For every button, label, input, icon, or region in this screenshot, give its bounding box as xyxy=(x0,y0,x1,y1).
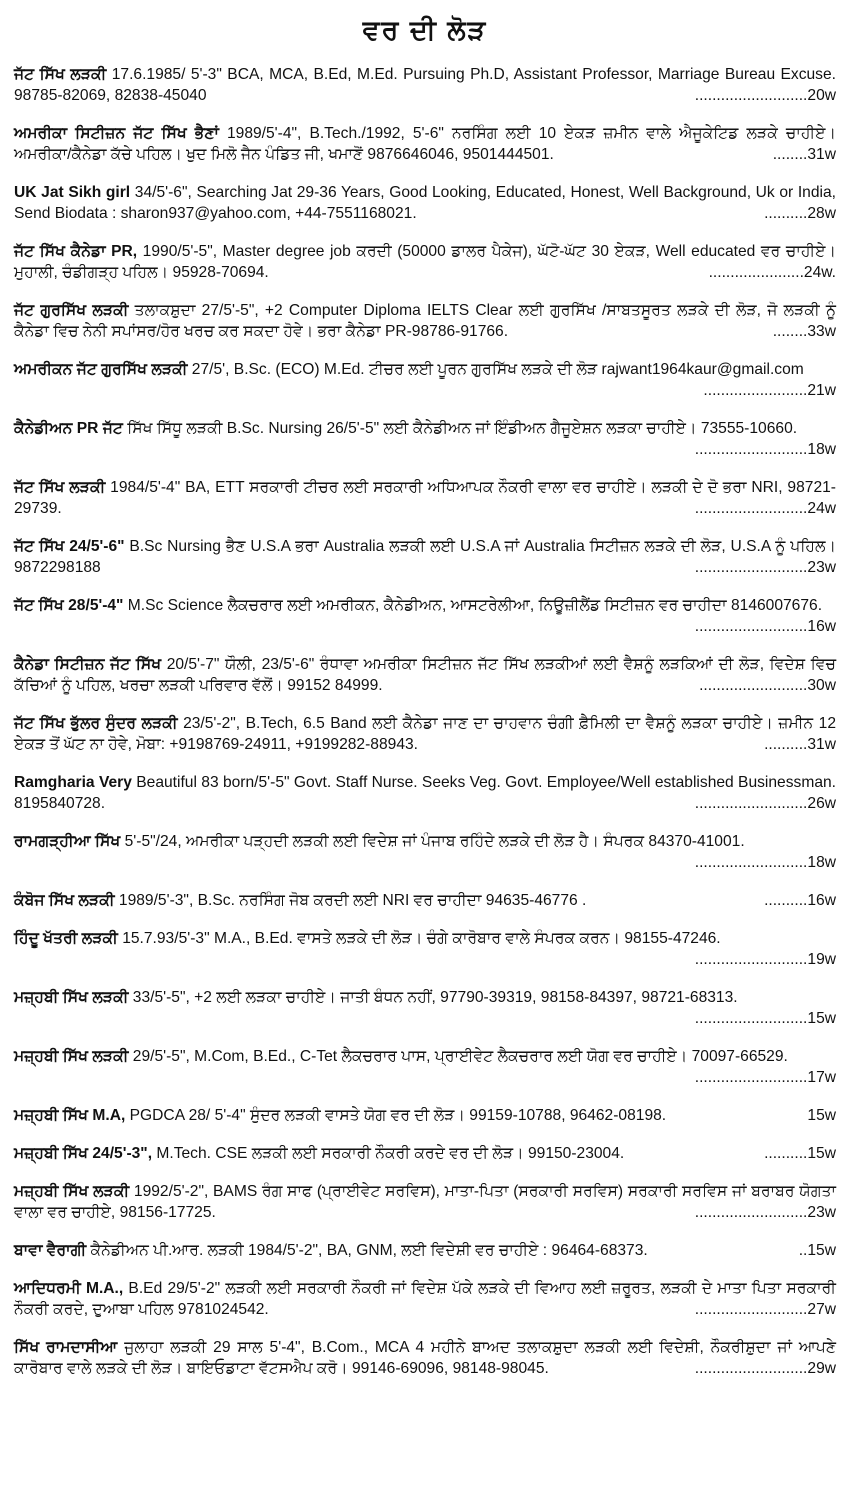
classified-ad xyxy=(14,300,836,342)
ad-body: B.Sc Nursing ਭੈਣ U.S.A ਭਰਾ Australia ਲੜਕੀ ਲਈ U.S.A ਜਾਂ Australia ਸਿਟੀਜ਼ਨ ਲੜਕੇ ਦੀ ਲੋੜ, U.S.A ਨੂੰ ਪਹਿਲ। 9872298188 xyxy=(14,538,836,576)
ad-word-count: ..........................29w xyxy=(694,1360,836,1377)
ad-body: M.Sc Science ਲੈਕਚਰਾਰ ਲਈ ਅਮਰੀਕਨ, ਕੈਨੇਡੀਅਨ, ਆਸਟਰੇਲੀਆ, ਨਿਊਜ਼ੀਲੈਂਡ ਸਿਟੀਜ਼ਨ ਵਰ ਚਾਹੀਦਾ 8146007676. xyxy=(123,597,823,614)
ad-word-count: ..........................15w xyxy=(694,1010,836,1027)
ad-word-count: ..........................23w xyxy=(694,1204,836,1221)
classified-ad xyxy=(14,1240,836,1261)
ad-word-count: ........................21w xyxy=(703,382,836,399)
ad-word-count: ..........31w xyxy=(764,736,836,753)
ad-heading: ਹਿੰਦੂ ਖੱਤਰੀ ਲੜਕੀ xyxy=(14,930,118,947)
ad-heading: ਆਦਿਧਰਮੀ M.A., xyxy=(14,1280,124,1297)
ad-word-count: ..........28w xyxy=(764,205,836,222)
classified-ad xyxy=(14,928,836,970)
page-title: ਵਰ ਦੀ ਲੋੜ xyxy=(362,15,488,45)
ad-heading: ਜੱਟ ਸਿੱਖ ਲੜਕੀ xyxy=(14,66,107,83)
classified-ad xyxy=(14,477,836,519)
ad-body: 1989/5'-3", B.Sc. ਨਰਸਿੰਗ ਜੋਬ ਕਰਦੀ ਲਈ NRI ਵਰ ਚਾਹੀਦਾ 94635-46776 . xyxy=(114,892,587,909)
ad-body: Beautiful 83 born/5'-5" Govt. Staff Nurse. Seeks Veg. Govt. Employee/Well established Businessman. 8195840728. xyxy=(14,774,836,812)
classified-ad xyxy=(14,987,836,1029)
ad-word-count: ..........................27w xyxy=(694,1301,836,1318)
ad-body: 15.7.93/5'-3" M.A., B.Ed. ਵਾਸਤੇ ਲੜਕੇ ਦੀ ਲੋੜ। ਚੰਗੇ ਕਾਰੋਬਾਰ ਵਾਲੇ ਸੰਪਰਕ ਕਰਨ। 98155-47246. xyxy=(117,930,721,947)
ad-body: 27/5', B.Sc. (ECO) M.Ed. ਟੀਚਰ ਲਈ ਪੂਰਨ ਗੁਰਸਿੱਖ ਲੜਕੇ ਦੀ ਲੋੜ rajwant1964kaur@gmail.com xyxy=(187,361,804,378)
ad-body: 5'-5"/24, ਅਮਰੀਕਾ ਪੜ੍ਹਦੀ ਲੜਕੀ ਲਈ ਵਿਦੇਸ਼ ਜਾਂ ਪੰਜਾਬ ਰਹਿੰਦੇ ਲੜਕੇ ਦੀ ਲੋੜ ਹੈ। ਸੰਪਰਕ 84370-41001. xyxy=(120,833,745,850)
classified-ad xyxy=(14,123,836,165)
ad-body: 17.6.1985/ 5'-3" BCA, MCA, B.Ed, M.Ed. Pursuing Ph.D, Assistant Professor, Marriage Bureau Excuse. 98785-82069, 82838-45040 xyxy=(14,66,836,104)
classified-ad xyxy=(14,182,836,224)
ad-body: 34/5'-6", Searching Jat 29-36 Years, Good Looking, Educated, Honest, Well Background, Uk or India, Send Biodata : sharon937@yahoo.com, +44-7551168021. xyxy=(14,184,836,222)
ad-heading: ਮਜ਼੍ਹਬੀ ਸਿੱਖ ਲੜਕੀ xyxy=(14,1048,129,1065)
ad-heading: ਕੈਨੇਡੀਅਨ PR ਜੱਟ xyxy=(14,420,123,437)
ad-heading: ਮਜ਼੍ਹਬੀ ਸਿੱਖ M.A, xyxy=(14,1107,126,1124)
classified-ad xyxy=(14,1278,836,1320)
ad-word-count: ..........15w xyxy=(764,1145,836,1162)
classified-ad xyxy=(14,772,836,814)
ad-word-count: ..........................19w xyxy=(694,951,836,968)
ad-body: ਕੈਨੇਡੀਅਨ ਪੀ.ਆਰ. ਲੜਕੀ 1984/5'-2", BA, GNM, ਲਈ ਵਿਦੇਸ਼ੀ ਵਰ ਚਾਹੀਏ : 96464-68373. xyxy=(86,1242,648,1259)
ad-word-count: ..........................18w xyxy=(694,441,836,458)
ad-body: 29/5'-5", M.Com, B.Ed., C-Tet ਲੈਕਚਰਾਰ ਪਾਸ, ਪ੍ਰਾਈਵੇਟ ਲੈਕਚਰਾਰ ਲਈ ਯੋਗ ਵਰ ਚਾਹੀਏ। 70097-66529. xyxy=(128,1048,788,1065)
ad-heading: UK Jat Sikh girl xyxy=(14,184,131,201)
ad-word-count: ......................24w. xyxy=(708,264,836,281)
classified-ad xyxy=(14,1105,836,1126)
classified-ad xyxy=(14,1143,836,1164)
ad-heading: ਕੈਨੇਡਾ ਸਿਟੀਜ਼ਨ ਜੱਟ ਸਿੱਖ xyxy=(14,656,162,673)
classified-ad xyxy=(14,418,836,460)
ad-heading: ਸਿੱਖ ਰਾਮਦਾਸੀਆ xyxy=(14,1339,118,1356)
classified-ad xyxy=(14,1181,836,1223)
ad-word-count: ..........................24w xyxy=(694,500,836,517)
ad-word-count: ..15w xyxy=(798,1242,836,1259)
ad-word-count: ..........................17w xyxy=(694,1069,836,1086)
ad-body: ਸਿੱਖ ਸਿੱਧੂ ਲੜਕੀ B.Sc. Nursing 26/5'-5" ਲਈ ਕੈਨੇਡੀਅਨ ਜਾਂ ਇੰਡੀਅਨ ਗੈਜੂਏਸ਼ਨ ਲੜਕਾ ਚਾਹੀਏ। 73555-10660. xyxy=(122,420,798,437)
classified-ad xyxy=(14,64,836,106)
classified-ad xyxy=(14,359,836,401)
ad-word-count: ..........................16w xyxy=(694,618,836,635)
ad-body: 33/5'-5", +2 ਲਈ ਲੜਕਾ ਚਾਹੀਏ। ਜਾਤੀ ਬੰਧਨ ਨਹੀਂ, 97790-39319, 98158-84397, 98721-68313. xyxy=(128,989,738,1006)
ad-body: 1989/5'-4", B.Tech./1992, 5'-6" ਨਰਸਿੰਗ ਲਈ 10 ਏਕੜ ਜ਼ਮੀਨ ਵਾਲੇ ਐਜੂਕੇਟਿਡ ਲੜਕੇ ਚਾਹੀਏ। ਅਮਰੀਕਾ/ਕੈਨੇਡਾ ਕੱਚੇ ਪਹਿਲ। ਖੁਦ ਮਿਲੋ ਜੈਨ ਪੰਡਿਤ ਜੀ, ਖਮਾਣੋਂ 9876646046, 9501444501. xyxy=(14,125,837,163)
ad-word-count: ..........................20w xyxy=(694,87,836,104)
ad-heading: ਜੱਟ ਸਿੱਖ ਕੈਨੇਡਾ PR, xyxy=(14,243,138,260)
ad-body: 23/5'-2", B.Tech, 6.5 Band ਲਈ ਕੈਨੇਡਾ ਜਾਣ ਦਾ ਚਾਹਵਾਨ ਚੰਗੀ ਫ਼ੈਮਿਲੀ ਦਾ ਵੈਸ਼ਨੂੰ ਲੜਕਾ ਚਾਹੀਏ। ਜ਼ਮੀਨ 12 ਏਕੜ ਤੋਂ ਘੱਟ ਨਾ ਹੋਵੇ, ਮੋਬਾ: +9198769-24911, +9199282-88943. xyxy=(14,715,836,753)
ad-heading: ਜੱਟ ਸਿੱਖ 24/5'-6" xyxy=(14,538,125,555)
ad-body: ਤਲਾਕਸ਼ੁਦਾ 27/5'-5", +2 Computer Diploma IELTS Clear ਲਈ ਗੁਰਸਿੱਖ /ਸਾਬਤਸੂਰਤ ਲੜਕੇ ਦੀ ਲੋੜ, ਜੋ ਲੜਕੀ ਨੂੰ ਕੈਨੇਡਾ ਵਿਚ ਨੇਨੀ ਸਪਾਂਸਰ/ਹੋਰ ਖਰਚ ਕਰ ਸਕਦਾ ਹੋਵੇ। ਭਰਾ ਕੈਨੇਡਾ PR-98786-91766. xyxy=(14,302,836,340)
ad-heading: ਜੱਟ ਸਿੱਖ ਲੜਕੀ xyxy=(14,479,106,496)
classified-ad xyxy=(14,536,836,578)
ad-word-count: ..........................18w xyxy=(694,854,836,871)
ad-heading: ਜੱਟ ਗੁਰਸਿੱਖ ਲੜਕੀ xyxy=(14,302,129,319)
ad-body: 20/5'-7" ਯੌਲੀ, 23/5'-6" ਰੰਧਾਵਾ ਅਮਰੀਕਾ ਸਿਟੀਜ਼ਨ ਜੱਟ ਸਿੱਖ ਲੜਕੀਆਂ ਲਈ ਵੈਸ਼ਨੂੰ ਲੜਕਿਆਂ ਦੀ ਲੋੜ, ਵਿਦੇਸ਼ ਵਿਚ ਕੱਚਿਆਂ ਨੂੰ ਪਹਿਲ, ਖਰਚਾ ਲੜਕੀ ਪਰਿਵਾਰ ਵੱਲੋਂ। 99152 84999. xyxy=(14,656,836,694)
ad-heading: ਜੱਟ ਸਿੱਖ 28/5'-4" xyxy=(14,597,124,614)
ad-body: PGDCA 28/ 5'-4" ਸੁੰਦਰ ਲੜਕੀ ਵਾਸਤੇ ਯੋਗ ਵਰ ਦੀ ਲੋੜ। 99159-10788, 96462-08198. xyxy=(125,1107,667,1124)
ad-word-count: ..........................23w xyxy=(694,559,836,576)
ad-word-count: ........31w xyxy=(772,146,836,163)
ad-heading: ਜੱਟ ਸਿੱਖ ਭੁੱਲਰ ਸੁੰਦਰ ਲੜਕੀ xyxy=(14,715,178,732)
classified-ad xyxy=(14,831,836,873)
classified-ad xyxy=(14,595,836,637)
ad-heading: ਮਜ਼੍ਹਬੀ ਸਿੱਖ ਲੜਕੀ xyxy=(14,989,129,1006)
ad-body: B.Ed 29/5'-2" ਲੜਕੀ ਲਈ ਸਰਕਾਰੀ ਨੌਕਰੀ ਜਾਂ ਵਿਦੇਸ਼ ਪੱਕੇ ਲੜਕੇ ਦੀ ਵਿਆਹ ਲਈ ਜ਼ਰੂਰਤ, ਲੜਕੀ ਦੇ ਮਾਤਾ ਪਿਤਾ ਸਰਕਾਰੀ ਨੌਕਰੀ ਕਰਦੇ, ਦੁਆਬਾ ਪਹਿਲ 9781024542. xyxy=(14,1280,836,1318)
ad-word-count: 15w xyxy=(807,1107,836,1124)
ad-heading: ਅਮਰੀਕਾ ਸਿਟੀਜ਼ਨ ਜੱਟ ਸਿੱਖ ਭੈਣਾਂ xyxy=(14,125,219,142)
classified-list xyxy=(14,64,836,1379)
ad-heading: ਮਜ਼੍ਹਬੀ ਸਿੱਖ 24/5'-3", xyxy=(14,1145,153,1162)
ad-heading: ਅਮਰੀਕਨ ਜੱਟ ਗੁਰਸਿੱਖ ਲੜਕੀ xyxy=(14,361,188,378)
classified-ad xyxy=(14,654,836,696)
classified-ad xyxy=(14,1337,836,1379)
ad-body: 1984/5'-4" BA, ETT ਸਰਕਾਰੀ ਟੀਚਰ ਲਈ ਸਰਕਾਰੀ ਅਧਿਆਪਕ ਨੌਕਰੀ ਵਾਲਾ ਵਰ ਚਾਹੀਏ। ਲੜਕੀ ਦੇ ਦੋ ਭਰਾ NRI, 98721-29739. xyxy=(14,479,836,517)
ad-heading: ਮਜ਼੍ਹਬੀ ਸਿੱਖ ਲੜਕੀ xyxy=(14,1183,130,1200)
ad-body: ਜੁਲਾਹਾ ਲੜਕੀ 29 ਸਾਲ 5'-4", B.Com., MCA 4 ਮਹੀਨੇ ਬਾਅਦ ਤਲਾਕਸ਼ੁਦਾ ਲੜਕੀ ਲਈ ਵਿਦੇਸ਼ੀ, ਨੌਕਰੀਸ਼ੁਦਾ ਜਾਂ ਆਪਣੇ ਕਾਰੋਬਾਰ ਵਾਲੇ ਲੜਕੇ ਦੀ ਲੋੜ। ਬਾਇਓਡਾਟਾ ਵੱਟਸਐਪ ਕਰੋ। 99146-69096, 98148-98045. xyxy=(14,1339,837,1377)
classified-ad xyxy=(14,241,836,283)
classified-ad xyxy=(14,1046,836,1088)
ad-heading: Ramgharia Very xyxy=(14,774,132,791)
ad-body: 1992/5'-2", BAMS ਰੰਗ ਸਾਫ (ਪ੍ਰਾਈਵੇਟ ਸਰਵਿਸ), ਮਾਤਾ-ਪਿਤਾ (ਸਰਕਾਰੀ ਸਰਵਿਸ) ਸਰਕਾਰੀ ਸਰਵਿਸ ਜਾਂ ਬਰਾਬਰ ਯੋਗਤਾ ਵਾਲਾ ਵਰ ਚਾਹੀਏ, 98156-17725. xyxy=(14,1183,836,1221)
ad-heading: ਬਾਵਾ ਵੈਰਾਗੀ xyxy=(14,1242,87,1259)
ad-heading: ਰਾਮਗੜ੍ਹੀਆ ਸਿੱਖ xyxy=(14,833,121,850)
ad-word-count: .........................30w xyxy=(699,677,836,694)
classified-ad xyxy=(14,713,836,755)
ad-word-count: ..........16w xyxy=(764,892,836,909)
ad-body: M.Tech. CSE ਲੜਕੀ ਲਈ ਸਰਕਾਰੀ ਨੌਕਰੀ ਕਰਦੇ ਵਰ ਦੀ ਲੋੜ। 99150-23004. xyxy=(152,1145,625,1162)
ad-word-count: ........33w xyxy=(772,323,836,340)
ad-word-count: ..........................26w xyxy=(694,795,836,812)
ad-body: 1990/5'-5", Master degree job ਕਰਦੀ (50000 ਡਾਲਰ ਪੈਕੇਜ), ਘੱਟੋ-ਘੱਟ 30 ਏਕੜ, Well educated ਵਰ ਚਾਹੀਏ। ਮੁਹਾਲੀ, ਚੰਡੀਗੜ੍ਹ ਪਹਿਲ। 95928-70694. xyxy=(14,243,836,281)
ad-heading: ਕੰਬੋਜ ਸਿੱਖ ਲੜਕੀ xyxy=(14,892,115,909)
classified-ad xyxy=(14,890,836,911)
